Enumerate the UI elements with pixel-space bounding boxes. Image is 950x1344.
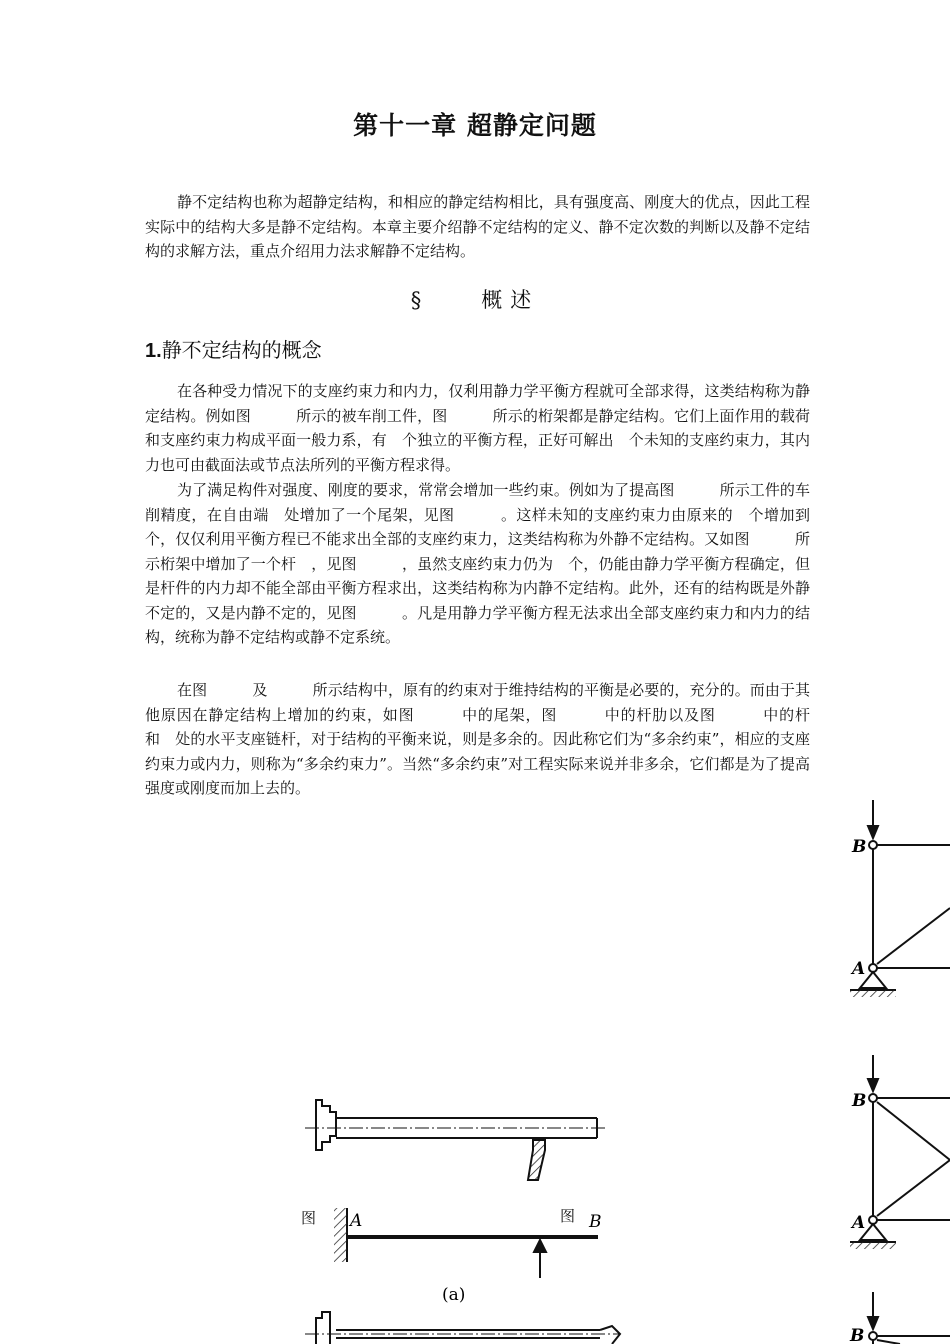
- subsection-title: 静不定结构的概念: [161, 338, 322, 362]
- lathe-workpiece-figure: [305, 1100, 605, 1180]
- figure-caption-left: 图: [301, 1209, 317, 1227]
- chapter-title: 第十一章 超静定问题: [353, 111, 597, 140]
- section-symbol: §: [410, 288, 422, 312]
- truss1-label-a: A: [852, 959, 866, 979]
- intro-paragraph: 静不定结构也称为超静定结构，和相应的静定结构相比，具有强度高、刚度大的优点，因此工程实际中的结构大多是静不定结构。本章主要介绍静不定结构的定义、静不定次数的判断以及静不定结构的求解方法，重点介绍用力法求解静不定结构。: [145, 193, 810, 260]
- truss2-label-b: B: [852, 1091, 867, 1111]
- body-paragraph-2: 为了满足构件对强度、刚度的要求，常常会增加一些约束。例如为了提高图 所示工件的车削精度，在自由端 处增加了一个尾架，见图 。这样未知的支座约束力由原来的 个增加到 个，仅仅利用平衡方程已不能求出全部的支座约束力，这类结构称为外静不定结构。又如图 所示桁架中增加了一个杆 ，见图 ，虽然支座约束力仍为 个，仍能由静力学平衡方程确定，但是杆件的内力却不能全部由平衡方程求出，这类结构称为内静不定结构。此外，还有的结构既是外静不定的，又是内静不定的，见图 。凡是用静力学平衡方程无法求出全部支座约束力和内力的结构，统称为静不定结构或静不定系统。: [145, 481, 826, 646]
- truss3-label-b: B: [850, 1326, 865, 1344]
- truss1-label-b: B: [852, 837, 867, 857]
- body-paragraph-1: 在各种受力情况下的支座约束力和内力，仅利用静力学平衡方程就可全部求得，这类结构称为静定结构。例如图 所示的被车削工件，图 所示的桁架都是静定结构。它们上面作用的载荷和支座约束力构成平面一般力系，有 个独立的平衡方程，正好可解出 个未知的支座约束力，其内力也可由截面法或节点法所列的平衡方程求得。: [145, 382, 810, 474]
- body-paragraph-3: 在图 及 所示结构中，原有的约束对于维持结构的平衡是必要的，充分的。而由于其他原因在静定结构上增加的约束，如图 中的尾架，图 中的杆肋以及图 中的杆 和 处的水平支座链杆，对于结构的平衡来说，则是多余的。因此称它们为“多余约束”，相应的支座约束力或内力，则称为“多余约束力”。当然“多余约束”对工程实际来说并非多余，它们都是为了提高强度或刚度而加上去的。: [145, 681, 841, 797]
- beam-label-a: A: [350, 1211, 363, 1231]
- beam-label-b: B: [589, 1212, 602, 1232]
- subsection-number: 1.: [145, 340, 162, 362]
- lathe-workpiece-figure-2: [305, 1312, 620, 1344]
- truss2-label-a: A: [852, 1213, 866, 1233]
- truss-figure-3: [868, 1292, 950, 1344]
- section-title: 概述: [481, 288, 540, 312]
- figure-caption-right: 图: [560, 1207, 576, 1225]
- beam-figure-a: [334, 1208, 598, 1278]
- subfigure-label-a: (a): [442, 1285, 466, 1305]
